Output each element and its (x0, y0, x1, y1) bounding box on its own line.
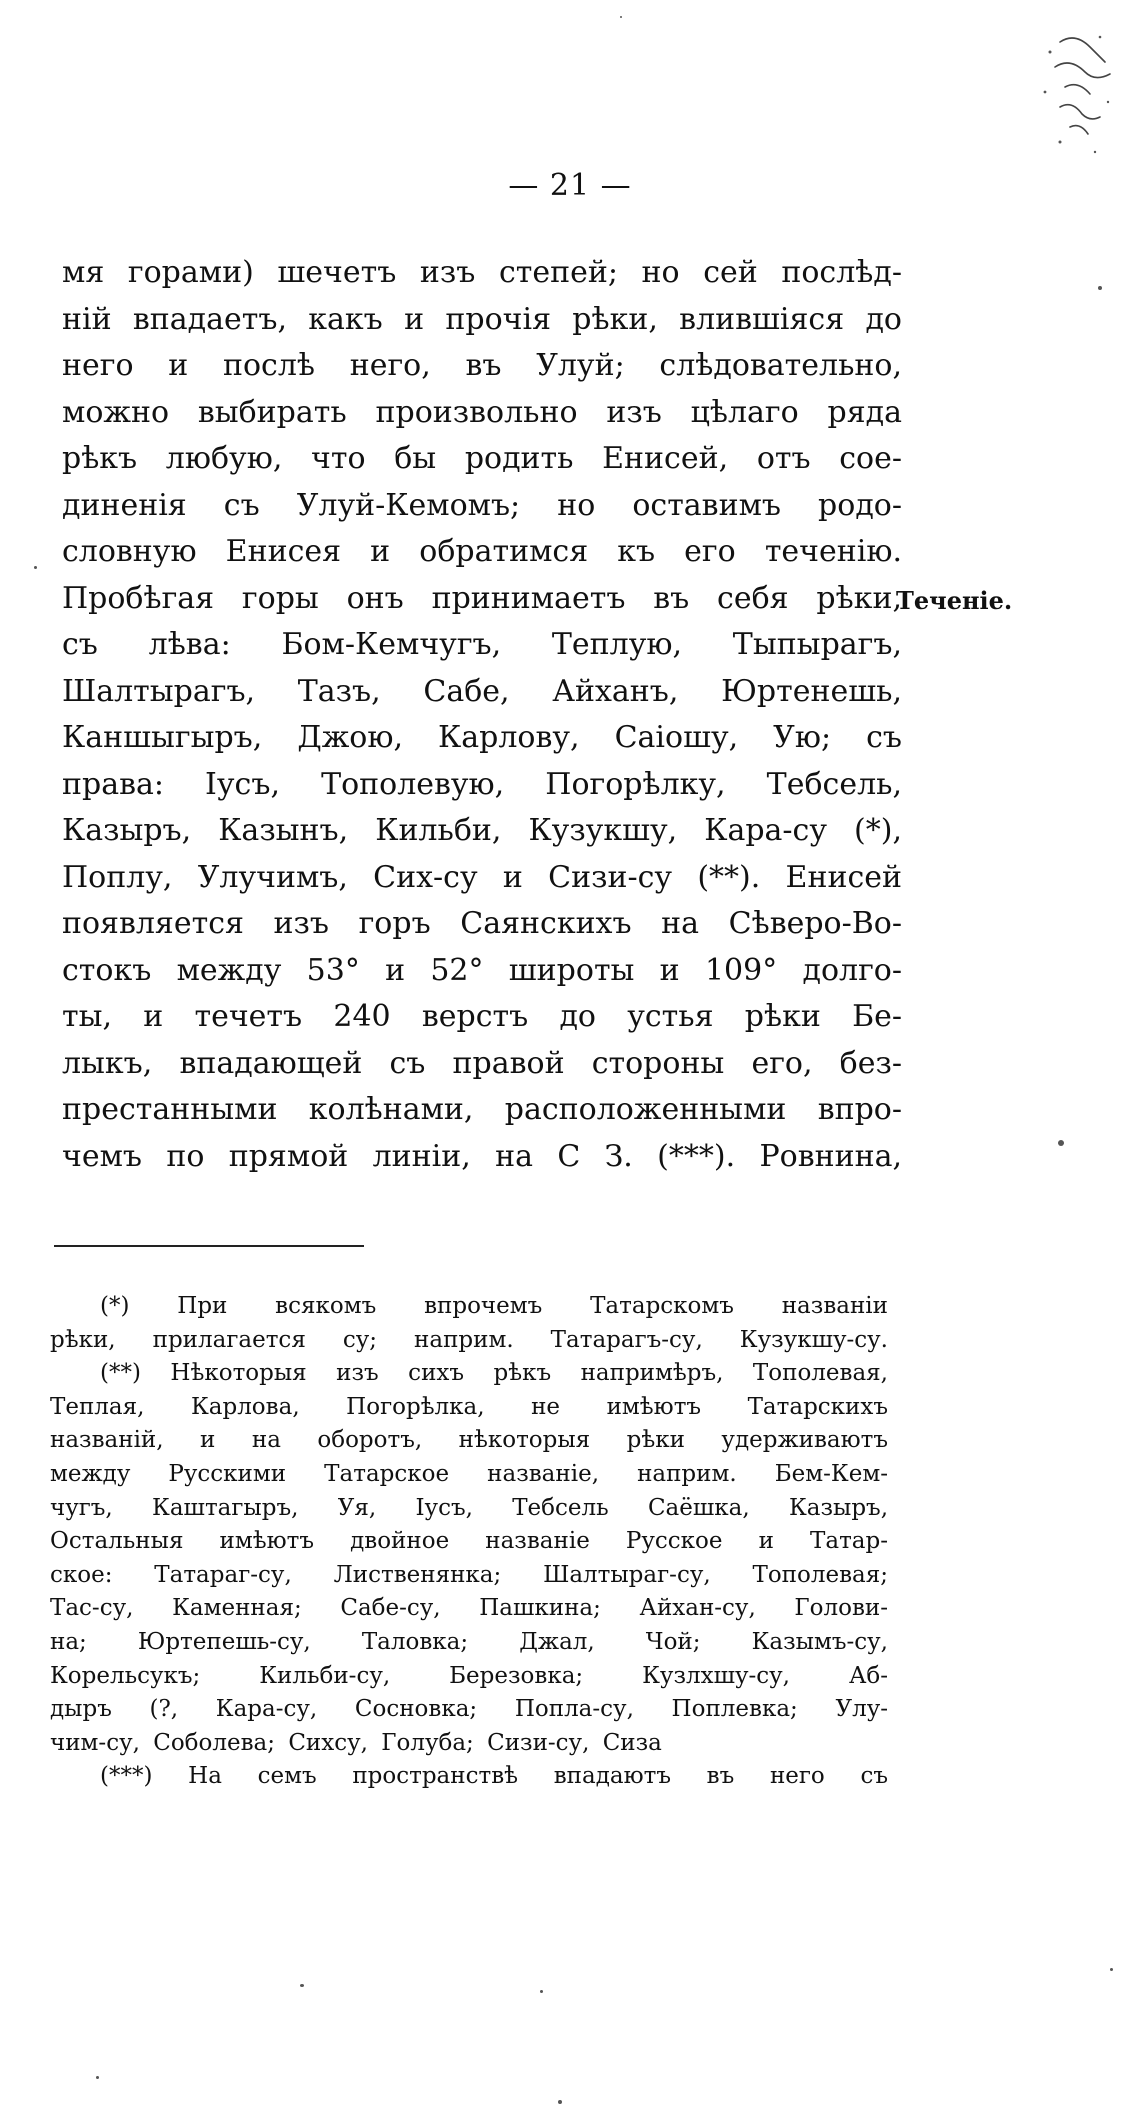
text-line: стокъ между 53° и 52° широты и 109° долго- (62, 952, 902, 988)
paper-speck (558, 2100, 562, 2104)
text-line: права: Iусъ, Тополевую, Погорѣлку, Тебсель, (62, 766, 902, 802)
text-line: Пробѣгая горы онъ принимаетъ въ себя рѣки, (62, 580, 902, 616)
footnote-line: между Русскими Татарское названiе, наприм. Бем-Кем- (50, 1460, 888, 1487)
footnote-line: Остальныя имѣютъ двойное названiе Русское и Татар- (50, 1528, 888, 1555)
text-line: диненiя съ Улуй-Кемомъ; но оставимъ родо- (62, 487, 902, 523)
footnote-line: Корельсукъ; Кильби-су, Березовка; Кузлхшу-су, Аб- (50, 1662, 888, 1689)
text-line: нiй впадаетъ, какъ и прочiя рѣки, влившiяся до (62, 301, 902, 337)
library-stamp-mark (1030, 22, 1120, 172)
footnote-line: Теплая, Карлова, Погорѣлка, не имѣютъ Татарскихъ (50, 1393, 888, 1420)
paper-speck (1110, 1968, 1113, 1971)
paper-speck (620, 16, 622, 18)
text-line: съ лѣва: Бом-Кемчугъ, Теплую, Тыпырагъ, (62, 627, 902, 662)
footnotes-block (50, 1290, 888, 1794)
footnote-line: ское: Татараг-су, Лиственянка; Шалтыраг-су, Тополевая; (50, 1561, 888, 1588)
footnote-line: рѣки, прилагается су; наприм. Татарагъ-су, Кузукшу-су. (50, 1326, 888, 1353)
text-line: мя горами) шечетъ изъ степей; но сей послѣд- (62, 255, 902, 290)
footnote-line: (***) На семъ пространствѣ впадаютъ въ него съ (100, 1763, 888, 1790)
text-line: словную Енисея и обратимся къ его теченiю. (62, 534, 902, 569)
text-line: появляется изъ горъ Саянскихъ на Сѣверо-Во- (62, 906, 902, 941)
footnote-line: названiй, и на оборотъ, нѣкоторыя рѣки удерживаютъ (50, 1427, 888, 1454)
footnote-line: дыръ (?, Кара-су, Сосновка; Попла-су, Поплевка; Улу- (50, 1696, 888, 1723)
text-line: лыкъ, впадающей съ правой стороны его, без- (62, 1045, 902, 1081)
paper-speck (1098, 286, 1102, 290)
marginal-note: Теченiе. (896, 586, 1013, 615)
footnote-line: (**) Нѣкоторыя изъ сихъ рѣкъ напримѣръ, Тополевая, (100, 1360, 888, 1387)
text-line: Шалтырагъ, Тазъ, Сабе, Айханъ, Юртенешь, (62, 673, 902, 709)
text-line: Каншыгыръ, Джою, Карлову, Саiошу, Ую; съ (62, 720, 902, 755)
paper-speck (1058, 1140, 1064, 1146)
text-line: ты, и течетъ 240 верстъ до устья рѣки Бе- (62, 999, 902, 1034)
text-line: престанными колѣнами, расположенными впро- (62, 1092, 902, 1127)
footnote-line: на; Юртепешь-су, Таловка; Джал, Чой; Казымъ-су, (50, 1628, 888, 1655)
footnote-line: (*) При всякомъ впрочемъ Татарскомъ названiи (100, 1293, 888, 1319)
page-number: — 21 — (508, 168, 632, 203)
paper-speck (540, 1990, 543, 1993)
text-line: можно выбирать произвольно изъ цѣлаго ряда (62, 394, 902, 430)
main-text-block (62, 250, 902, 1180)
text-line: рѣкъ любую, что бы родить Енисей, отъ сое- (62, 441, 902, 476)
text-line: него и послѣ него, въ Улуй; слѣдовательно, (62, 348, 902, 383)
footnote-line: чугъ, Каштагыръ, Уя, Iусъ, Тебсель Саёшка, Казыръ, (50, 1494, 888, 1521)
paper-speck (96, 2076, 99, 2079)
paper-speck (300, 1984, 304, 1987)
paper-speck (34, 566, 37, 569)
footnote-divider (54, 1245, 364, 1247)
footnote-line: Тас-су, Каменная; Сабе-су, Пашкина; Айхан-су, Голови- (50, 1595, 888, 1622)
text-line: чемъ по прямой линiи, на С З. (***). Ровнина, (62, 1138, 902, 1174)
text-line: Казыръ, Казынъ, Кильби, Кузукшу, Кара-су (*), (62, 813, 902, 848)
footnote-line: чим-су, Соболева; Сихсу, Голуба; Сизи-су, Сиза (50, 1729, 662, 1756)
stamp-scribble-icon (1030, 22, 1120, 172)
text-line: Поплу, Улучимъ, Сих-су и Сизи-су (**). Енисей (62, 859, 902, 895)
